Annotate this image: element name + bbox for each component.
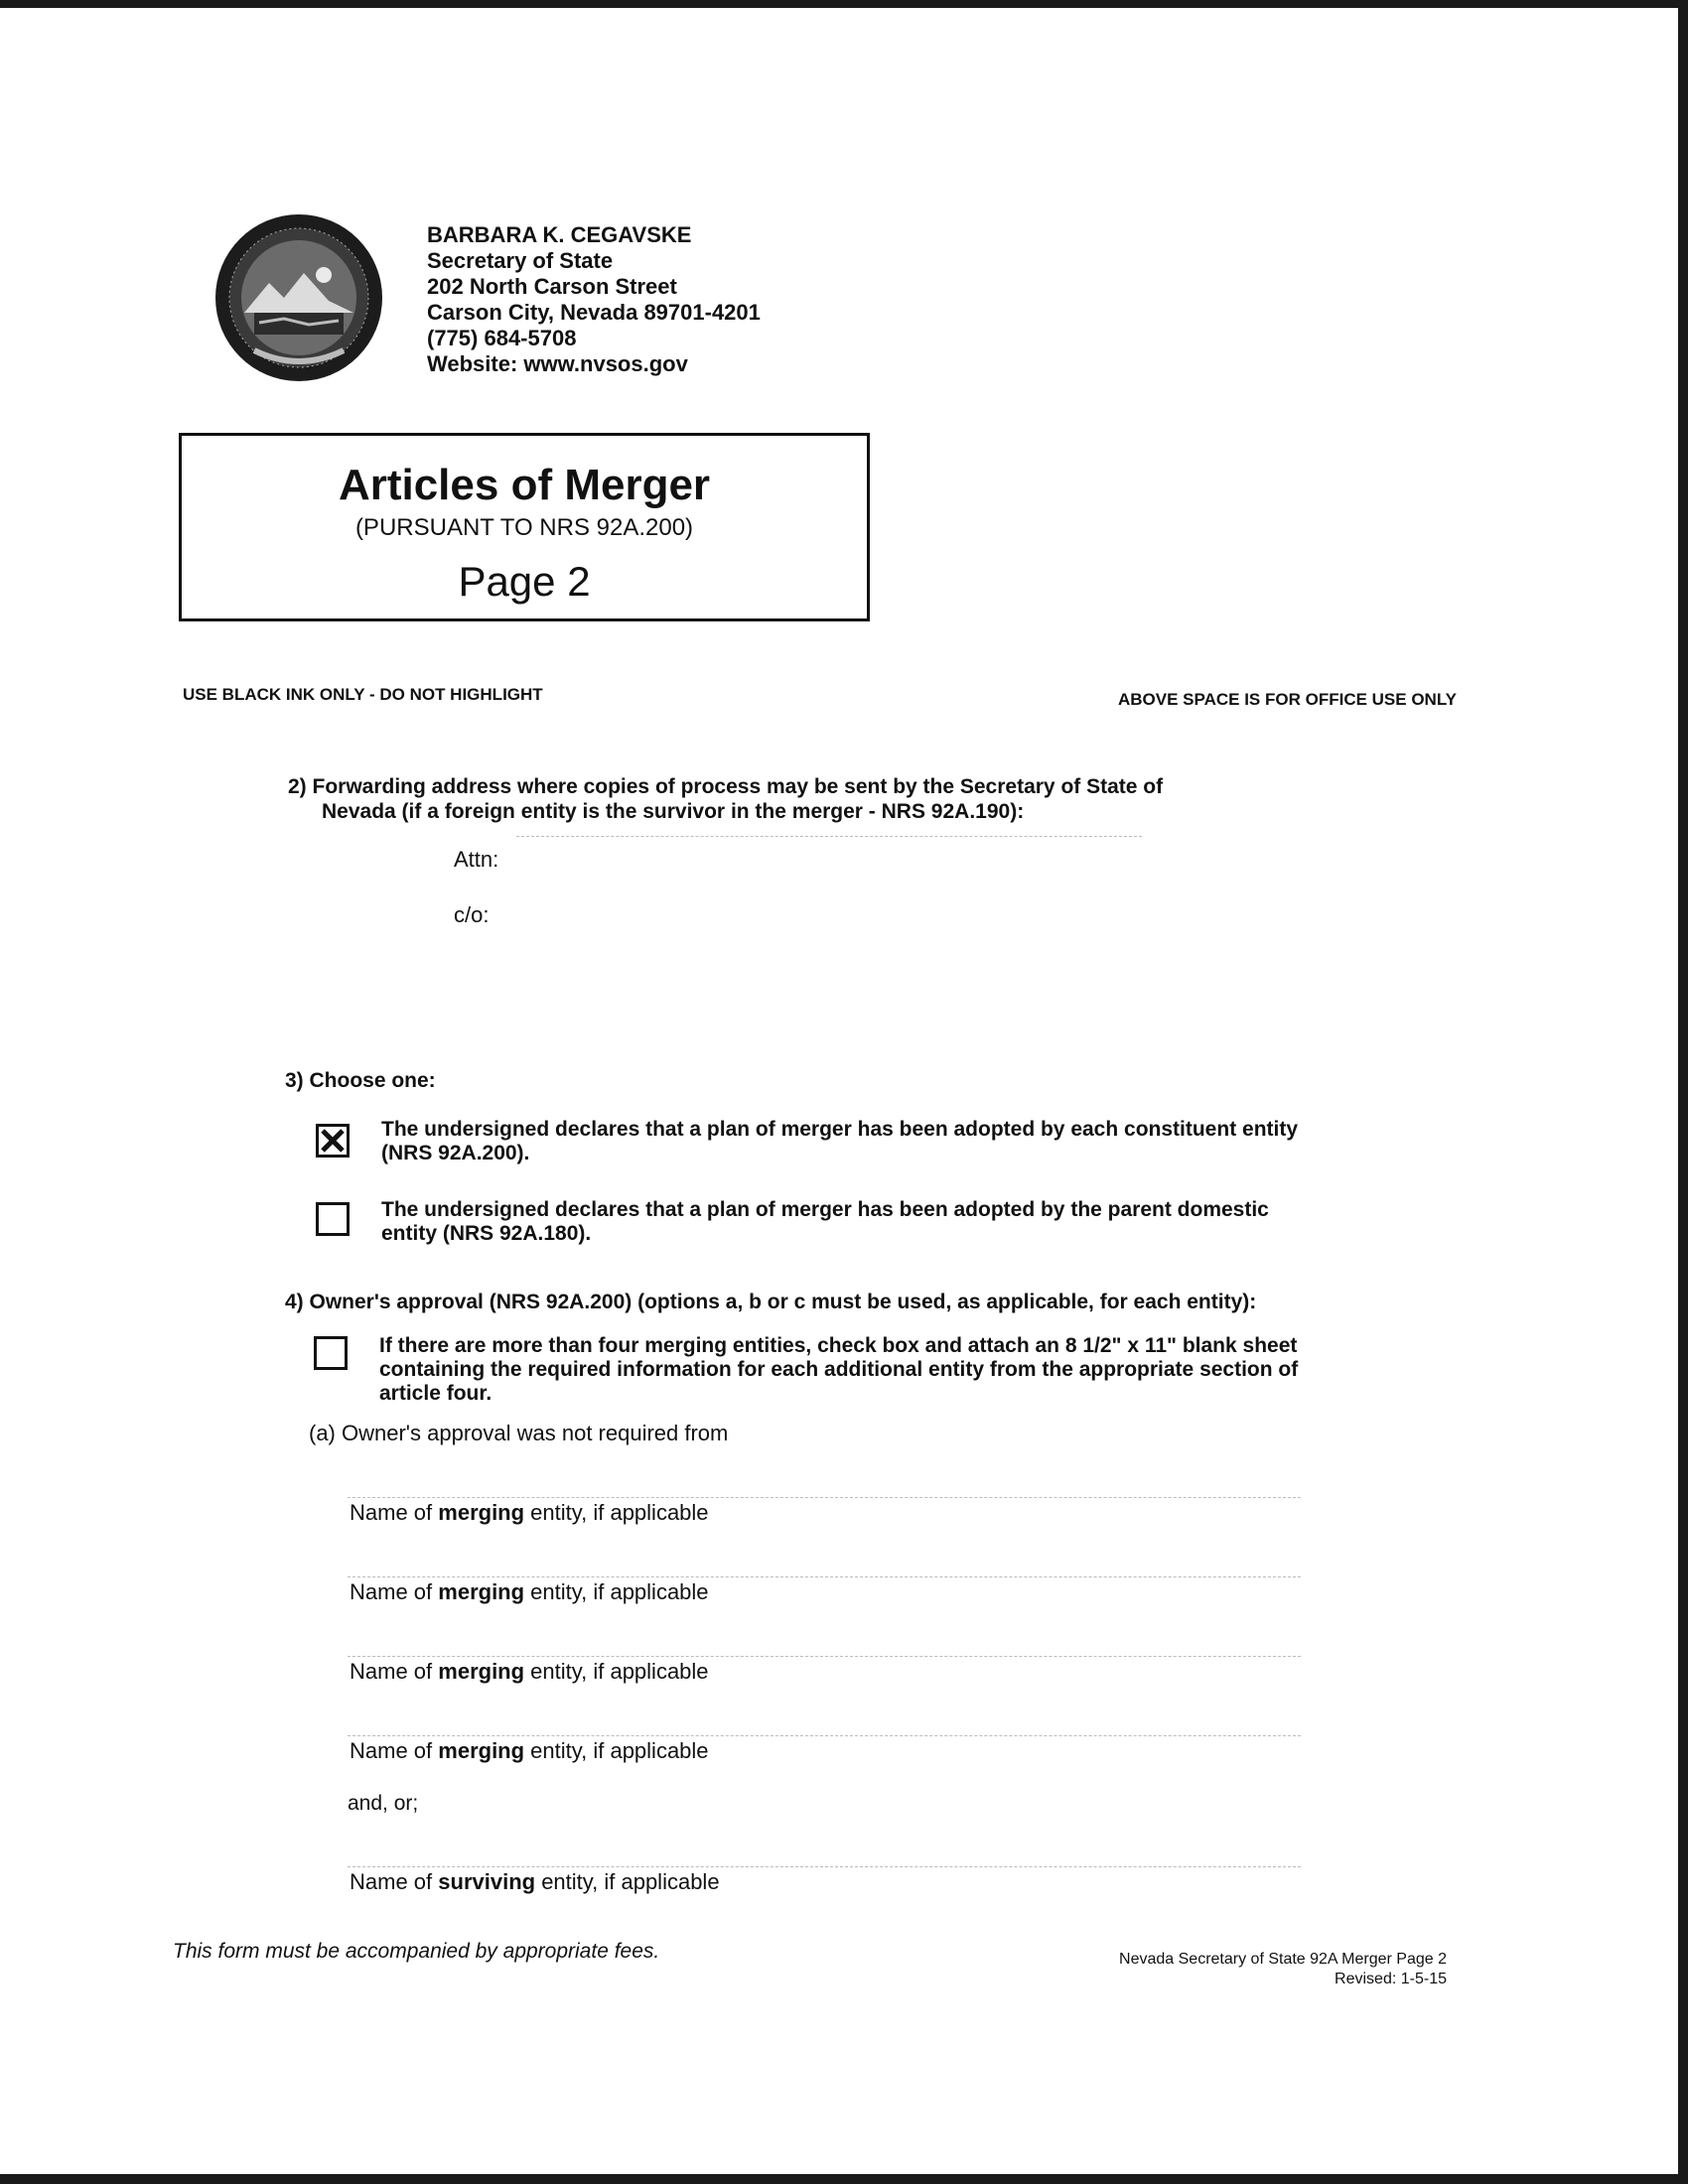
section-4-heading: 4) Owner's approval (NRS 92A.200) (options a, b or c must be used, as applicable, for each entity): [285, 1291, 1257, 1313]
form-subtitle: (PURSUANT TO NRS 92A.200) [354, 514, 694, 541]
office-header [427, 222, 761, 377]
more-than-four-entities-checkbox[interactable] [314, 1336, 348, 1370]
nevada-state-seal-icon [214, 213, 383, 382]
extra-line-1: If there are more than four merging entities, check box and attach an 8 1/2" x 11" blank sheet [379, 1334, 1298, 1357]
section-3-heading: 3) Choose one: [285, 1069, 436, 1092]
form-revision-info [1119, 1950, 1447, 1989]
phone-number: (775) 684-5708 [427, 326, 577, 350]
option-1-line-2: (NRS 92A.200). [381, 1142, 530, 1164]
attn-label[interactable]: Attn: [454, 847, 499, 872]
forwarding-address-line [516, 836, 1142, 837]
merging-entity-1-label: Name of merging entity, if applicable [350, 1500, 709, 1525]
parent-domestic-entity-checkbox[interactable] [316, 1202, 350, 1236]
office-title: Secretary of State [427, 248, 614, 273]
constituent-entity-checkbox[interactable] [316, 1124, 350, 1158]
and-or-text: and, or; [348, 1792, 419, 1815]
owner-approval-not-required-label: (a) Owner's approval was not required from [309, 1421, 729, 1445]
merging-entity-2-line [348, 1576, 1301, 1577]
extra-line-3: article four. [379, 1382, 492, 1405]
fees-note: This form must be accompanied by appropriate fees. [173, 1940, 660, 1963]
option-2-line-2: entity (NRS 92A.180). [381, 1222, 592, 1245]
title-box [179, 433, 870, 621]
section-2-line-1: 2) Forwarding address where copies of process may be sent by the Secretary of State of [288, 775, 1164, 798]
co-label[interactable]: c/o: [454, 902, 490, 927]
merging-entity-2-label: Name of merging entity, if applicable [350, 1579, 709, 1604]
city-address: Carson City, Nevada 89701-4201 [427, 300, 761, 325]
option-2-line-1: The undersigned declares that a plan of merger has been adopted by the parent domestic [381, 1198, 1269, 1221]
form-title: Articles of Merger [338, 461, 711, 509]
surviving-entity-label: Name of surviving entity, if applicable [350, 1869, 720, 1894]
option-1-line-1: The undersigned declares that a plan of merger has been adopted by each constituent entity [381, 1118, 1299, 1141]
secretary-name: BARBARA K. CEGAVSKE [427, 222, 692, 247]
street-address: 202 North Carson Street [427, 274, 677, 299]
more-than-four-entities-text [379, 1334, 1372, 1406]
merging-entity-3-line [348, 1656, 1301, 1657]
ink-instruction: USE BLACK INK ONLY - DO NOT HIGHLIGHT [183, 685, 543, 704]
merging-entity-4-line [348, 1735, 1301, 1736]
section-2-line-2: Nevada (if a foreign entity is the survivor in the merger - NRS 92A.190): [322, 800, 1025, 823]
option-parent-domestic-entity [381, 1198, 1374, 1246]
website: Website: www.nvsos.gov [427, 351, 688, 376]
check-x-icon [319, 1127, 347, 1155]
office-use-note: ABOVE SPACE IS FOR OFFICE USE ONLY [1118, 690, 1457, 709]
surviving-entity-line [348, 1866, 1301, 1867]
page-number: Page 2 [458, 558, 591, 605]
form-identifier: Nevada Secretary of State 92A Merger Page 2 [1119, 1951, 1447, 1968]
extra-line-2: containing the required information for each additional entity from the appropriate section of [379, 1358, 1299, 1381]
revision-date: Revised: 1-5-15 [1335, 1971, 1447, 1987]
section-2-heading [288, 774, 1340, 824]
option-constituent-entity [381, 1118, 1374, 1165]
scan-edge-top [0, 0, 1688, 8]
merging-entity-3-label: Name of merging entity, if applicable [350, 1659, 709, 1684]
merging-entity-1-line [348, 1497, 1301, 1498]
scan-edge-right [1678, 0, 1688, 2184]
merging-entity-4-label: Name of merging entity, if applicable [350, 1738, 709, 1763]
scan-edge-bottom [0, 2174, 1688, 2184]
